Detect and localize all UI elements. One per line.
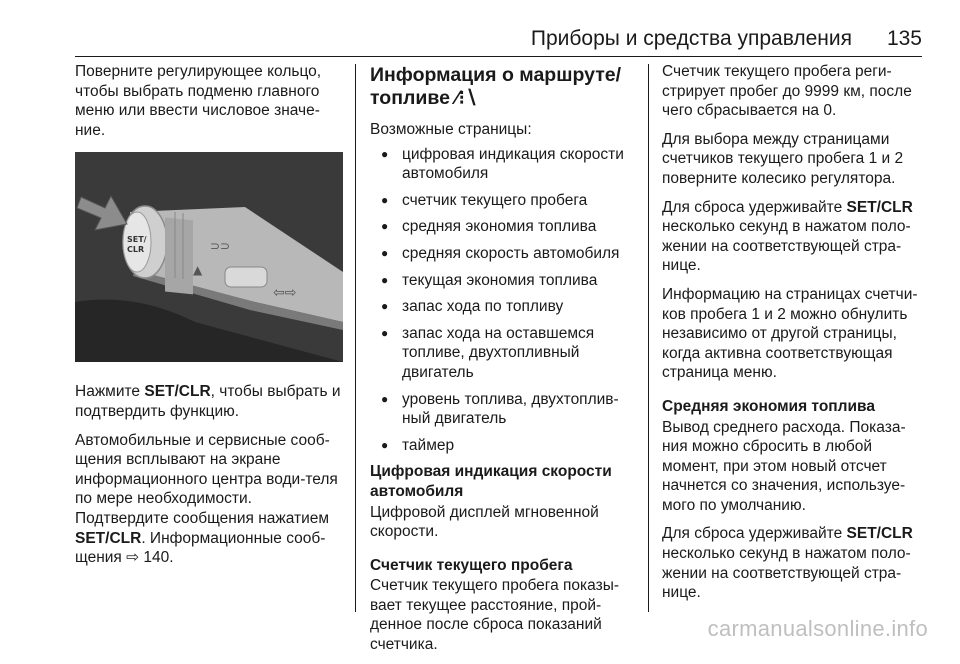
paragraph: Для выбора между страницами счетчиков текущего пробега 1 и 2 поверните колесико регулятора. <box>662 130 904 187</box>
list-item: ● средняя скорость автомобиля <box>370 244 632 264</box>
page-header <box>0 0 960 56</box>
button-name: SET/CLR <box>75 529 142 547</box>
paragraph: Для сброса удерживайте SET/CLR несколько секунд в нажатом поло-жении на соответствующей стра-нице. <box>662 198 913 275</box>
paragraph: Возможные страницы: <box>370 121 532 138</box>
paragraph: Для сброса удерживайте SET/CLR несколько секунд в нажатом поло-жении на соответствующей стра-нице. <box>662 525 913 602</box>
paragraph: Цифровой дисплей мгновенной скорости. <box>370 503 599 541</box>
list-item: ● запас хода на оставшемся топливе, двухтопливный двигатель <box>370 324 632 383</box>
paragraph: Автомобильные и сервисные сооб-щения всплывают на экране информационного центра води-теля по мере необходимости. <box>75 431 338 508</box>
list-item: ● цифровая индикация скорости автомобиля <box>370 145 632 184</box>
paragraph: Нажмите SET/CLR, чтобы выбрать и подтвердить функцию. <box>75 383 341 420</box>
paragraph: Информацию на страницах счетчи-ков пробега 1 и 2 можно обнулить независимо от другой страницы, когда активна соответствующая страница меню. <box>662 285 918 382</box>
section-title: Приборы и средства управления <box>530 27 852 50</box>
button-name: SET/CLR <box>144 383 211 401</box>
svg-text:⇦⇨: ⇦⇨ <box>273 285 297 302</box>
heading-digital-speed: Цифровая индикация скорости автомобиля <box>370 463 612 500</box>
figure-label-set: SET/ <box>127 235 147 245</box>
list-item: ● средняя экономия топлива <box>370 217 632 237</box>
watermark: carmanualsonline.info <box>707 616 928 641</box>
list-item: ● запас хода по топливу <box>370 297 632 317</box>
list-item: ● таймер <box>370 436 632 456</box>
list-item: ● счетчик текущего пробега <box>370 191 632 211</box>
page-number: 135 <box>886 27 922 50</box>
column-divider-1 <box>355 64 356 612</box>
paragraph: Вывод среднего расхода. Показа-ния можно сбросить в любой момент, при этом новый отсчет начнется со значения, используе-мого по умолчанию. <box>662 418 906 514</box>
pages-list <box>370 145 632 456</box>
list-item: ● уровень топлива, двухтоплив-ный двигатель <box>370 390 632 429</box>
svg-text:▲: ▲ <box>193 263 203 278</box>
page-ref-link[interactable]: 140. <box>139 549 174 567</box>
heading-trip-fuel-info: Информация о маршруте/ топливе ⁄⁝∖ <box>370 64 622 109</box>
column-2 <box>370 62 632 664</box>
heading-trip-odometer: Счетчик текущего пробега <box>370 556 573 574</box>
button-name: SET/CLR <box>846 525 913 543</box>
figure-label-clr: CLR <box>127 245 145 255</box>
paragraph: Счетчик текущего пробега показы-вает текущее расстояние, прой-денное после сброса показаний счетчика. <box>370 577 619 654</box>
stalk-control-figure <box>75 152 343 362</box>
column-divider-2 <box>648 64 649 612</box>
svg-text:⊃⊃: ⊃⊃ <box>210 239 231 254</box>
list-item: ● текущая экономия топлива <box>370 271 632 291</box>
page-ref-arrow-icon: ⇨ <box>126 549 140 567</box>
heading-average-fuel: Средняя экономия топлива <box>662 397 875 415</box>
trip-fuel-icon: ⁄⁝∖ <box>455 87 478 109</box>
header-rule <box>75 56 922 57</box>
column-3 <box>662 62 927 612</box>
button-name: SET/CLR <box>846 198 913 216</box>
paragraph: Поверните регулирующее кольцо, чтобы выбрать подменю главного меню или ввести числовое значе-ние. <box>75 63 322 139</box>
paragraph: Подтвердите сообщения нажатием SET/CLR. Информационные сооб-щения ⇨ 140. <box>75 509 330 567</box>
stalk-illustration <box>75 152 343 362</box>
column-1 <box>75 62 345 577</box>
paragraph: Счетчик текущего пробега реги-стрирует пробег до 9999 км, после чего сбрасывается на 0. <box>662 63 912 120</box>
